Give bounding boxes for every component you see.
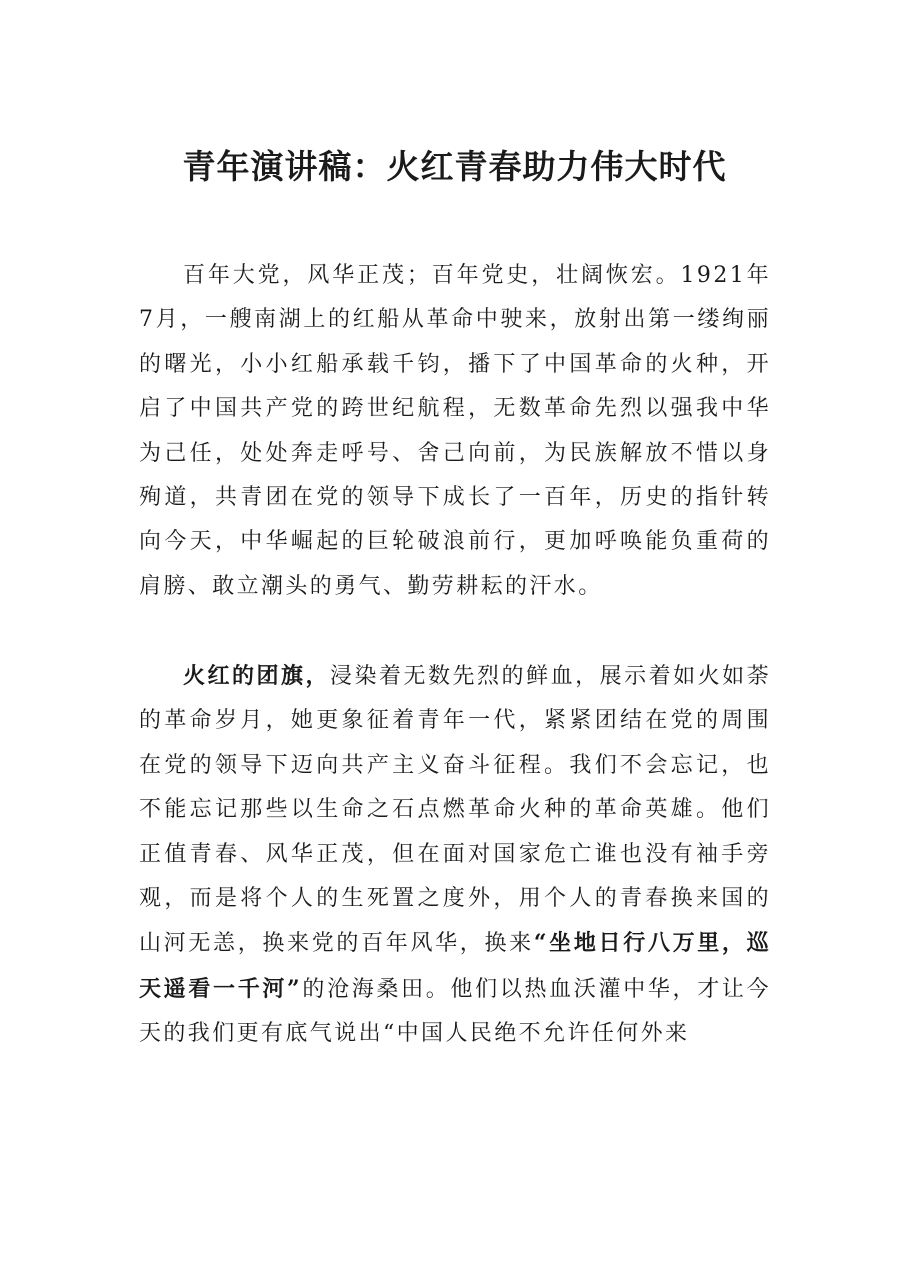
paragraph-1 (139, 254, 771, 609)
document-title: 青年演讲稿：火红青春助力伟大时代 (182, 147, 727, 186)
paragraph-2-text-a: 浸染着无数先烈的鲜血，展示着如火如荼的革命岁月，她更象征着青年一代，紧紧团结在党的周围在党的领导下迈向共产主义奋斗征程。我们不会忘记，也不能忘记那些以生命之石点燃革命火种的革命英雄。他们正值青春、风华正茂，但在面对国家危亡谁也没有袖手旁观，而是将个人的生死置之度外，用个人的青春换来国的山河无恙，换来党的百年风华，换来 (139, 664, 771, 957)
paragraph-1-text: 百年大党，风华正茂；百年党史，壮阔恢宏。1921年7月，一艘南湖上的红船从革命中驶来，放射出第一缕绚丽的曙光，小小红船承载千钧，播下了中国革命的火种，开启了中国共产党的跨世纪航程，无数革命先烈以强我中华为己任，处处奔走呼号、舍己向前，为民族解放不惜以身殉道，共青团在党的领导下成长了一百年，历史的指针转向今天，中华崛起的巨轮破浪前行，更加呼唤能负重荷的肩膀、敢立潮头的勇气、勤劳耕耘的汗水。 (139, 263, 771, 599)
paragraph-2-lead: 火红的团旗， (183, 663, 331, 689)
paragraph-2-quote: “坐地日行八万里，巡天遥看一千河” (139, 930, 771, 1002)
paragraph-2 (139, 654, 771, 1057)
paragraph-2-text-b: 的沧海桑田。他们以热血沃灌中华，才让今天的我们更有底气说出“中国人民绝不允许任何外来 (139, 976, 771, 1047)
